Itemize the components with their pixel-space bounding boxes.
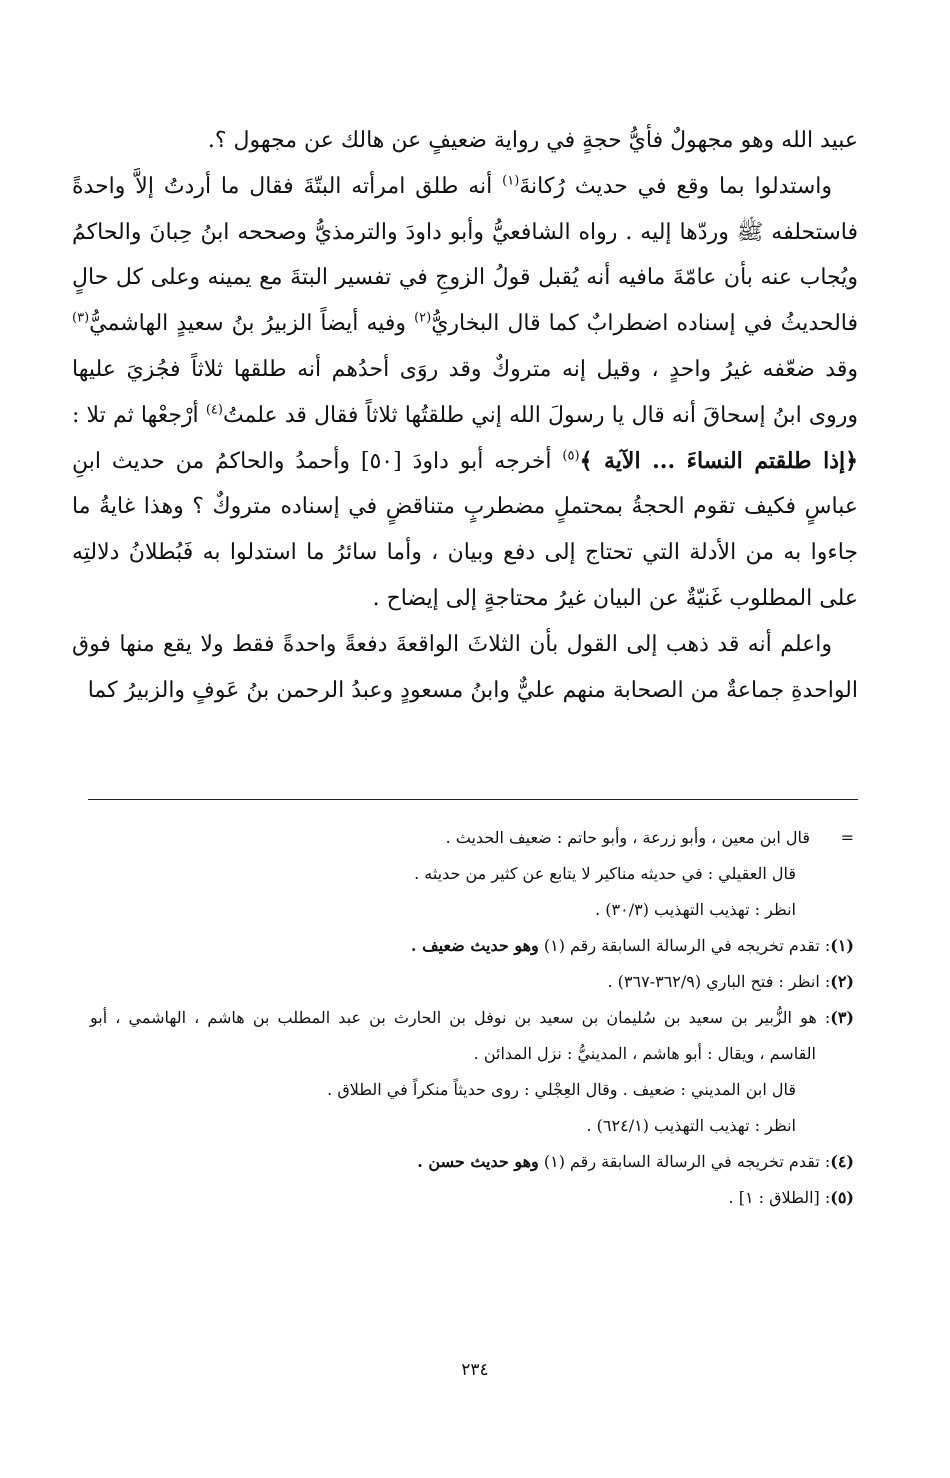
footnote-5 [90,1180,854,1216]
footnote-ref-5: (٥) [562,448,580,464]
paragraph-2-part-b: أنه طلق امرأته البتّةَ فقال ما أردتُ إلاَّ واحدةً فاستحلفه ﷺ وردّها إليه . رواه الشافعيُّ وأبو داودَ والترمذيُّ وصححه ابنُ حِبانَ والحاكمُ ويُجاب عنه بأن عامّةَ مافيه أنه يُقبل قولُ الزوجِ في تفسير البتةَ مع يمينه وعلى كل حالٍ فالحديثُ في إسناده اضطرابٌ كما قال البخاريُّ [72,173,858,337]
page-number: ٢٣٤ [461,1360,489,1380]
footnote-2-number: (٢) [830,972,854,991]
paragraph-1 [72,118,858,164]
footnote-3-line-3 [90,1072,854,1108]
footnote-3-line-3-text: قال ابن المديني : ضعيف . وقال العِجْلي : روى حديثاً منكراً في الطلاق . [327,1080,796,1099]
footnote-4 [90,1144,854,1180]
quran-quote: ﴿إذا طلقتم النساءَ ... الآية ﴾ [579,447,859,474]
footnote-continuation-2-text: قال العقيلي : في حديثه مناكير لا يتابع عن كثير من حديثه . [414,864,796,883]
paragraph-2-part-e: أرْجعْها ثم تلا : [72,402,206,428]
footnote-ref-4: (٤) [205,402,223,418]
paragraph-2-part-f: أخرجه أبو داودَ [٥٠] وأحمدُ والحاكمُ من حديث ابنِ عباسٍ فكيف تقوم الحجةُ بمحتملٍ مضطربٍ متناقضٍ في إسناده متروكٌ ؟ وهذا غايةُ ما جاءوا به من الأدلة التي تحتاج إلى دفع وبيان ، وأما سائرُ ما استدلوا به فَبُطلانُ دلالتِه على المطلوب غَنيّةٌ عن البيان غيرُ محتاجةٍ إلى إيضاح . [72,448,858,611]
footnote-continuation-3-text: انظر : تهذيب التهذيب (٣٠/٣) . [595,900,796,919]
continuation-marker: = [840,828,854,847]
footnote-2-text: : انظر : فتح الباري (٣٦٢/٩-٣٦٧) . [607,972,831,991]
footnote-4-number: (٤) [830,1152,854,1171]
footnote-1-number: (١) [830,936,854,955]
paragraph-2-part-d: وقد ضعّفه غيرُ واحدٍ ، وقيل إنه متروكٌ وقد روَى أحدُهم أنه طلقها ثلاثاً فجُزيَ عليها وروى ابنُ إسحاقَ أنه قال يا رسولَ الله إني طلقتُها ثلاثاً فقال قد علمتُ [72,356,859,428]
footnote-1 [90,928,854,964]
footnote-5-number: (٥) [830,1188,854,1207]
footnote-continuation-3 [90,892,854,928]
footnote-5-text: : [الطلاق : ١] . [728,1188,831,1207]
footnote-3-line-4 [90,1108,854,1144]
footnote-4-verdict: وهو حديث حسن . [417,1152,539,1171]
footnote-1-text: : تقدم تخريجه في الرسالة السابقة رقم (١) [538,936,831,955]
footnote-3-number: (٣) [830,1008,854,1027]
footnote-3-line-2-text: القاسم ، ويقال : أبو هاشم ، المدينيُّ : نزل المدائن . [473,1044,816,1063]
footnote-continuation-1 [90,820,854,856]
footnote-continuation-1-text: قال ابن معين ، وأبو زرعة ، وأبو حاتم : ضعيف الحديث . [445,828,811,847]
main-text-body [72,118,858,713]
paragraph-2-part-a: واستدلوا بما وقع في حديث رُكانةَ [519,173,833,199]
footnote-ref-3: (٣) [72,310,90,326]
footnote-3-line-4-text: انظر : تهذيب التهذيب (٦٢٤/١) . [586,1116,796,1135]
footnote-ref-1: (١) [502,173,520,189]
footnote-divider [88,799,858,800]
footnote-3 [90,1000,854,1036]
footnote-3-text: : هو الزُّبير بن سعيد بن سُليمان بن سعيد بن نوفل بن الحارث بن عبد المطلب بن هاشم ، الهاشمي ، أبو [90,1008,831,1027]
paragraph-2-part-c: وفيه أيضاً الزبيرُ بنُ سعيدٍ الهاشميُّ [89,311,415,337]
footnote-1-verdict: وهو حديث ضعيف . [410,936,539,955]
paragraph-1-text: عبيد الله وهو مجهولٌ فأيُّ حجةٍ في رواية ضعيفٍ عن هالك عن مجهول ؟. [207,128,858,153]
paragraph-3 [72,622,858,714]
footnote-2 [90,964,854,1000]
footnote-continuation-2 [90,856,854,892]
footnote-3-line-2 [90,1036,854,1072]
footnote-ref-2: (٢) [414,310,432,326]
paragraph-2 [72,164,858,622]
paragraph-3-text: واعلم أنه قد ذهب إلى القول بأن الثلاثَ الواقعةَ دفعةً واحدةً فقط ولا يقع منها فوق الواحدةِ جماعةٌ من الصحابة منهم عليٌّ وابنُ مسعودٍ وعبدُ الرحمن بنُ عَوفٍ والزبيرُ كما [72,631,858,703]
footnote-4-text: : تقدم تخريجه في الرسالة السابقة رقم (١) [538,1152,831,1171]
footnotes-section [90,820,854,1216]
